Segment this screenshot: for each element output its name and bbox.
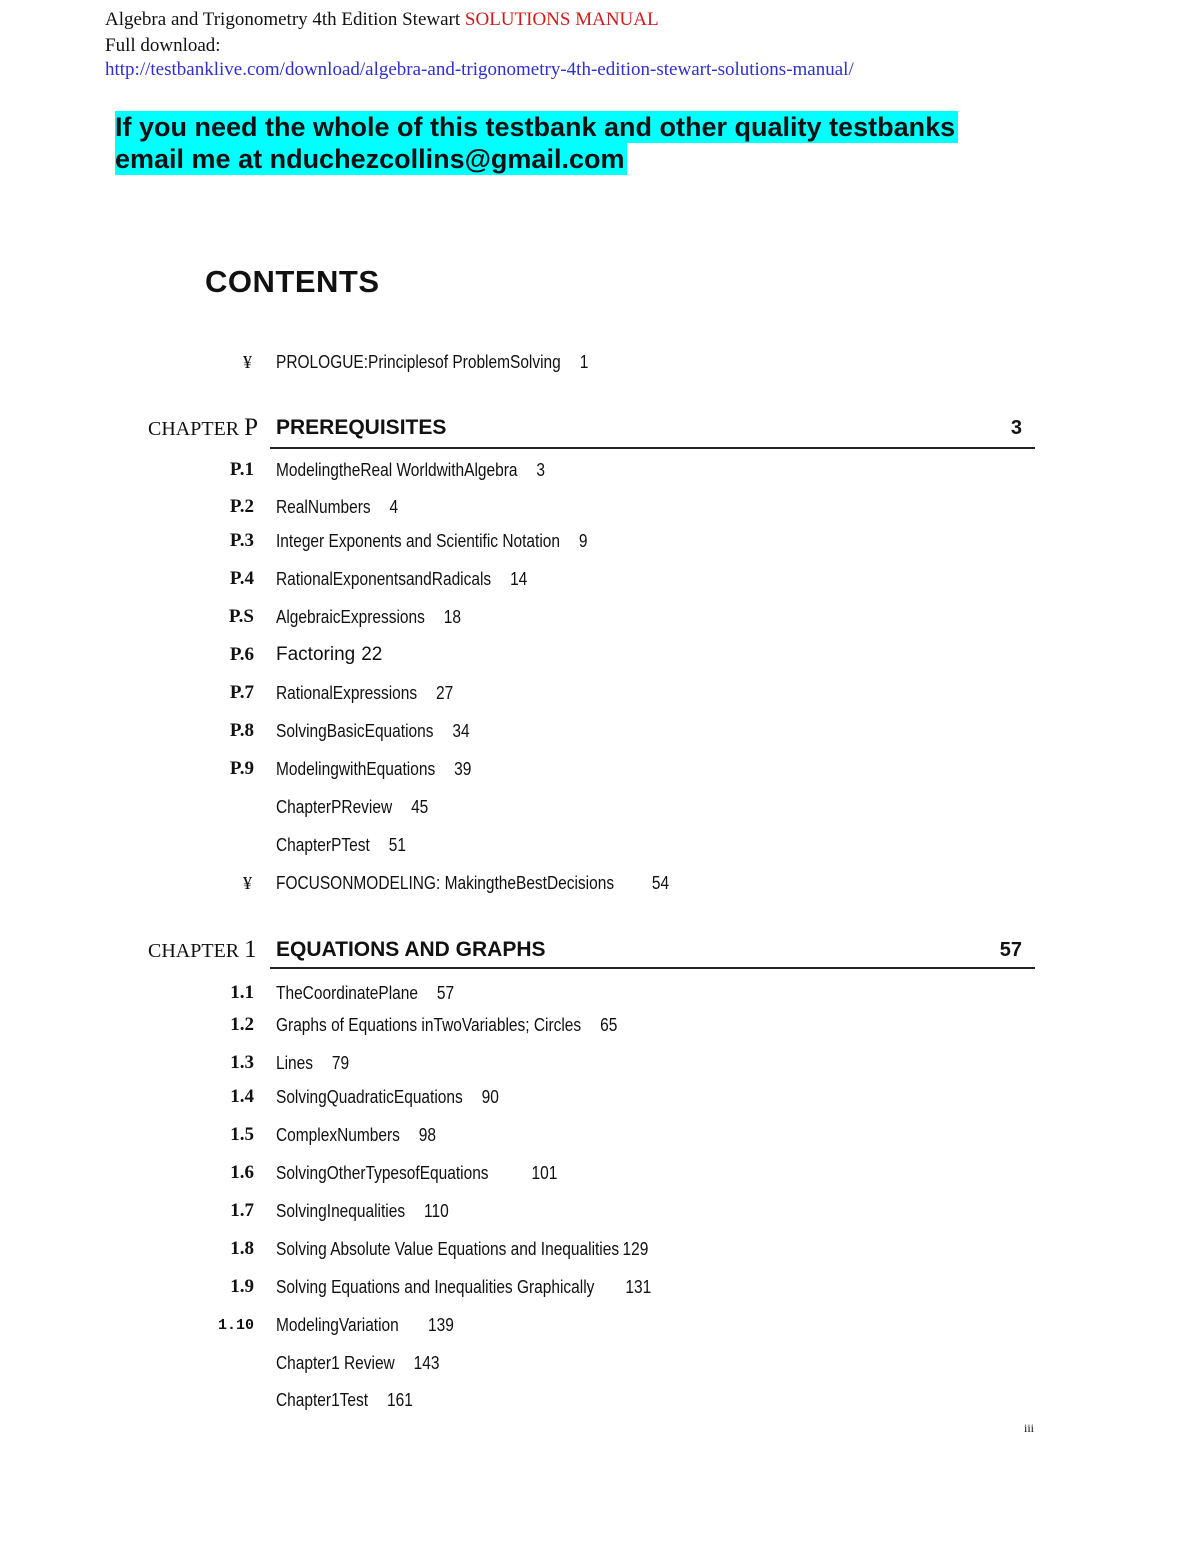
section-title: RealNumbers xyxy=(276,497,371,517)
section-number: P.3 xyxy=(229,530,254,551)
section-title: SolvingBasicEquations xyxy=(276,721,434,741)
chapter-p-page: 3 xyxy=(1010,417,1022,439)
toc-entry[interactable] xyxy=(276,872,669,894)
section-number: P.4 xyxy=(229,568,254,589)
section-page: 3 xyxy=(536,460,546,480)
section-number: 1.9 xyxy=(230,1276,254,1297)
section-number: 1.4 xyxy=(230,1086,254,1107)
toc-entry[interactable] xyxy=(276,1162,557,1184)
section-number: 1.10 xyxy=(217,1317,254,1334)
section-number: 1.5 xyxy=(230,1124,254,1145)
section-page: 57 xyxy=(436,983,455,1003)
section-page: 4 xyxy=(389,497,399,517)
download-label: Full download: xyxy=(105,35,221,56)
chapter-id: 1 xyxy=(244,936,257,963)
section-page: 110 xyxy=(424,1201,449,1221)
toc-entry[interactable] xyxy=(276,1389,413,1411)
section-number: P.7 xyxy=(229,682,254,703)
toc-entry[interactable] xyxy=(276,1314,454,1336)
section-title: ModelingVariation xyxy=(276,1315,399,1335)
section-page: 22 xyxy=(361,644,383,665)
section-title: Graphs of Equations inTwoVariables; Circles xyxy=(276,1015,582,1035)
section-page: 98 xyxy=(418,1125,437,1145)
section-page: 9 xyxy=(578,531,588,551)
section-page: 161 xyxy=(386,1390,413,1410)
toc-entry[interactable] xyxy=(276,1352,440,1374)
section-page: 18 xyxy=(443,607,462,627)
prologue-page: 1 xyxy=(579,352,589,372)
chapter-word: CHAPTER xyxy=(148,940,240,962)
section-title: SolvingQuadraticEquations xyxy=(276,1087,463,1107)
solutions-manual-label: SOLUTIONS MANUAL xyxy=(464,9,659,30)
section-title: SolvingInequalities xyxy=(276,1201,406,1221)
toc-entry[interactable] xyxy=(276,496,398,518)
toc-entry[interactable] xyxy=(276,796,428,818)
section-title: Lines xyxy=(276,1053,314,1073)
section-number: P.1 xyxy=(229,459,254,480)
section-title: ComplexNumbers xyxy=(276,1125,400,1145)
section-number: 1.8 xyxy=(230,1238,254,1259)
prologue-title: PROLOGUE:Principlesof ProblemSolving xyxy=(276,352,561,372)
chapter-divider xyxy=(270,967,1035,969)
section-title: Solving Absolute Value Equations and Inequalities xyxy=(276,1239,620,1259)
section-page: 54 xyxy=(651,873,670,893)
toc-entry[interactable] xyxy=(276,1052,349,1074)
prologue-entry[interactable] xyxy=(276,351,588,373)
promo-banner xyxy=(115,111,958,175)
section-number: P.9 xyxy=(229,758,254,779)
contents-heading: CONTENTS xyxy=(205,264,380,299)
document-title: Algebra and Trigonometry 4th Edition Stewart xyxy=(105,9,465,30)
section-title: ChapterPReview xyxy=(276,797,393,817)
section-title: TheCoordinatePlane xyxy=(276,983,419,1003)
section-title: ModelingtheReal WorldwithAlgebra xyxy=(276,460,518,480)
section-page: 131 xyxy=(625,1277,652,1297)
toc-entry[interactable] xyxy=(276,1124,436,1146)
section-number: P.S xyxy=(228,606,254,627)
section-page: 139 xyxy=(428,1315,454,1335)
section-title: RationalExponentsandRadicals xyxy=(276,569,492,589)
section-page: 14 xyxy=(510,569,528,589)
page-number: iii xyxy=(1024,1421,1035,1435)
toc-entry[interactable] xyxy=(276,1238,648,1260)
section-page: 90 xyxy=(481,1087,499,1107)
chapter-word: CHAPTER xyxy=(148,418,240,440)
section-number: 1.3 xyxy=(230,1052,254,1073)
toc-entry[interactable] xyxy=(276,834,406,856)
section-title: AlgebraicExpressions xyxy=(276,607,425,627)
section-title: Chapter1Test xyxy=(276,1390,369,1410)
chapter-p-title[interactable]: PREREQUISITES xyxy=(276,416,447,439)
document-header-line xyxy=(105,9,659,31)
section-title: Integer Exponents and Scientific Notation xyxy=(276,531,560,551)
section-number: P.8 xyxy=(229,720,254,741)
section-page: 129 xyxy=(622,1239,649,1259)
section-page: 101 xyxy=(531,1163,558,1183)
section-title: Factoring xyxy=(276,644,356,665)
chapter-p-label xyxy=(148,415,258,442)
toc-entry[interactable] xyxy=(276,1276,651,1298)
section-title: RationalExpressions xyxy=(276,683,418,703)
chapter-divider xyxy=(270,447,1035,449)
section-page: 39 xyxy=(454,759,472,779)
section-title: Solving Equations and Inequalities Graphically xyxy=(276,1277,595,1297)
section-page: 34 xyxy=(452,721,470,741)
chapter-1-label xyxy=(148,937,257,964)
bullet-marker: ¥ xyxy=(243,352,252,372)
section-page: 143 xyxy=(413,1353,440,1373)
toc-entry[interactable] xyxy=(276,1086,499,1108)
section-number: P.2 xyxy=(229,496,254,517)
toc-entry[interactable] xyxy=(276,459,545,481)
section-page: 65 xyxy=(600,1015,618,1035)
chapter-1-page: 57 xyxy=(999,939,1022,961)
toc-entry[interactable] xyxy=(276,530,588,552)
toc-entry[interactable] xyxy=(276,568,527,590)
toc-entry[interactable] xyxy=(276,1200,449,1222)
chapter-id: P xyxy=(244,414,259,441)
promo-line-1: If you need the whole of this testbank and other quality testbanks xyxy=(115,111,958,143)
download-link[interactable]: http://testbanklive.com/download/algebra-and-trigonometry-4th-edition-stewart-solutions-manual/ xyxy=(105,59,854,80)
promo-line-2: email me at nduchezcollins@gmail.com xyxy=(115,143,627,175)
section-number: 1.6 xyxy=(230,1162,254,1183)
toc-entry[interactable] xyxy=(276,606,461,628)
section-page: 51 xyxy=(388,835,406,855)
section-title: ChapterPTest xyxy=(276,835,370,855)
section-number: P.6 xyxy=(229,644,254,665)
toc-entry[interactable] xyxy=(276,644,382,666)
section-number: 1.2 xyxy=(230,1014,254,1035)
section-page: 45 xyxy=(411,797,429,817)
section-title: FOCUSONMODELING: MakingtheBestDecisions xyxy=(276,873,615,893)
section-page: 79 xyxy=(331,1053,350,1073)
bullet-marker: ¥ xyxy=(243,873,252,893)
section-title: Chapter1 Review xyxy=(276,1353,395,1373)
toc-entry[interactable] xyxy=(276,1014,617,1036)
toc-entry[interactable] xyxy=(276,720,470,742)
section-title: SolvingOtherTypesofEquations xyxy=(276,1163,489,1183)
toc-entry[interactable] xyxy=(276,682,453,704)
chapter-1-title[interactable]: EQUATIONS AND GRAPHS xyxy=(276,938,546,961)
section-page: 27 xyxy=(436,683,454,703)
section-number: 1.1 xyxy=(230,982,254,1003)
toc-entry[interactable] xyxy=(276,758,471,780)
section-title: ModelingwithEquations xyxy=(276,759,436,779)
toc-entry[interactable] xyxy=(276,982,454,1004)
section-number: 1.7 xyxy=(230,1200,254,1221)
